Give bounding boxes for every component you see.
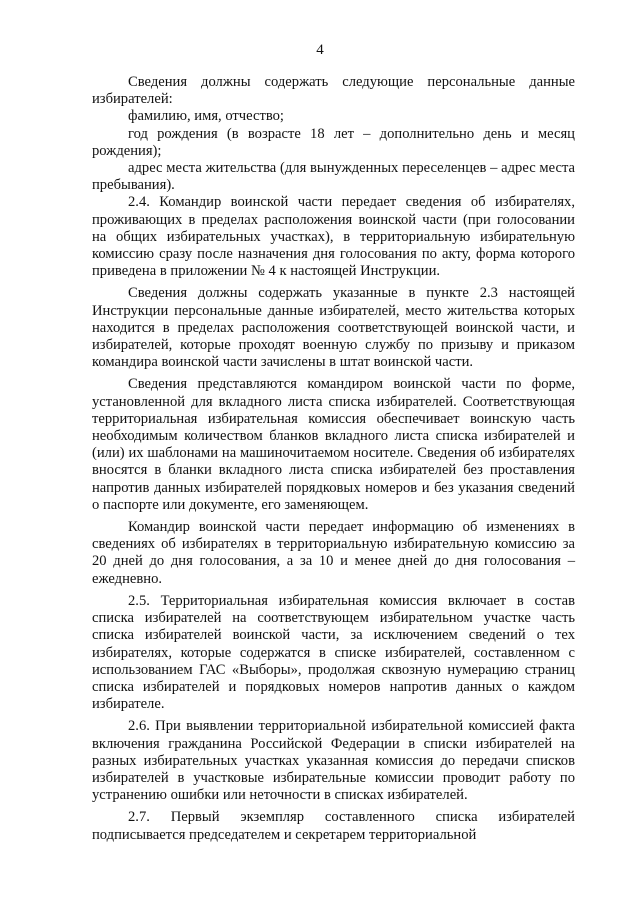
paragraph-birth-year: год рождения (в возрасте 18 лет – дополнительно день и месяц рождения); (92, 125, 575, 159)
paragraph-full-name: фамилию, имя, отчество; (128, 108, 284, 125)
paragraph-clause-2-7: 2.7. Первый экземпляр составленного списка избирателей подписывается председателем и секретарем территориальной (92, 809, 575, 843)
paragraph-residence-address: адрес места жительства (для вынужденных переселенцев – адрес места пребывания). (92, 160, 575, 194)
paragraph-data-requirements: Сведения должны содержать следующие персональные данные избирателей: (92, 74, 575, 108)
paragraph-changes-info: Командир воинской части передает информацию об изменениях в сведениях об избирателях в территориальную избирательную комиссию за 20 дней до дня голосования, а за 10 и менее дней до дня голосования – ежедневно. (92, 519, 575, 587)
document-body (92, 74, 575, 844)
paragraph-data-submission: Сведения представляются командиром воинской части по форме, установленной для вкладного листа списка избирателей. Соответствующая территориальная избирательная комиссия обеспечивает воинскую часть необходимым количеством бланков вкладного листа списка избирателей и (или) их шаблонами на машиночитаемом носителе. Сведения об избирателях вносятся в бланки вкладного листа списка избирателей без проставления напротив данных избирателей порядковых номеров и без указания сведений о паспорте или документе, его заменяющем. (92, 376, 575, 513)
paragraph-data-contents: Сведения должны содержать указанные в пункте 2.3 настоящей Инструкции персональные данные избирателей, место жительства которых находится в пределах расположения соответствующей воинской части, и избирателей, которые проходят военную службу по призыву и приказом командира воинской части зачислены в штат воинской части. (92, 285, 575, 371)
paragraph-clause-2-5: 2.5. Территориальная избирательная комиссия включает в состав списка избирателей на соответствующем избирательном участке часть списка избирателей воинской части, за исключением сведений о тех избирателях, которые содержатся в списке избирателей, составленном с использованием ГАС «Выборы», продолжая сквозную нумерацию страниц списка избирателей и порядковых номеров напротив данных о каждом избирателе. (92, 592, 575, 713)
paragraph-clause-2-4: 2.4. Командир воинской части передает сведения об избирателях, проживающих в пределах расположения воинской части (при голосовании на общих избирательных участках), в территориальную избирательную комиссию сразу после назначения дня голосования по акту, форма которого приведена в приложении № 4 к настоящей Инструкции. (92, 194, 575, 280)
paragraph-clause-2-6: 2.6. При выявлении территориальной избирательной комиссией факта включения гражданина Российской Федерации в списки избирателей на разных избирательных участках указанная комиссия до передачи списков избирателей в участковые избирательные комиссии проводит работу по устранению ошибки или неточности в списках избирателей. (92, 718, 575, 804)
page-number: 4 (316, 42, 324, 58)
